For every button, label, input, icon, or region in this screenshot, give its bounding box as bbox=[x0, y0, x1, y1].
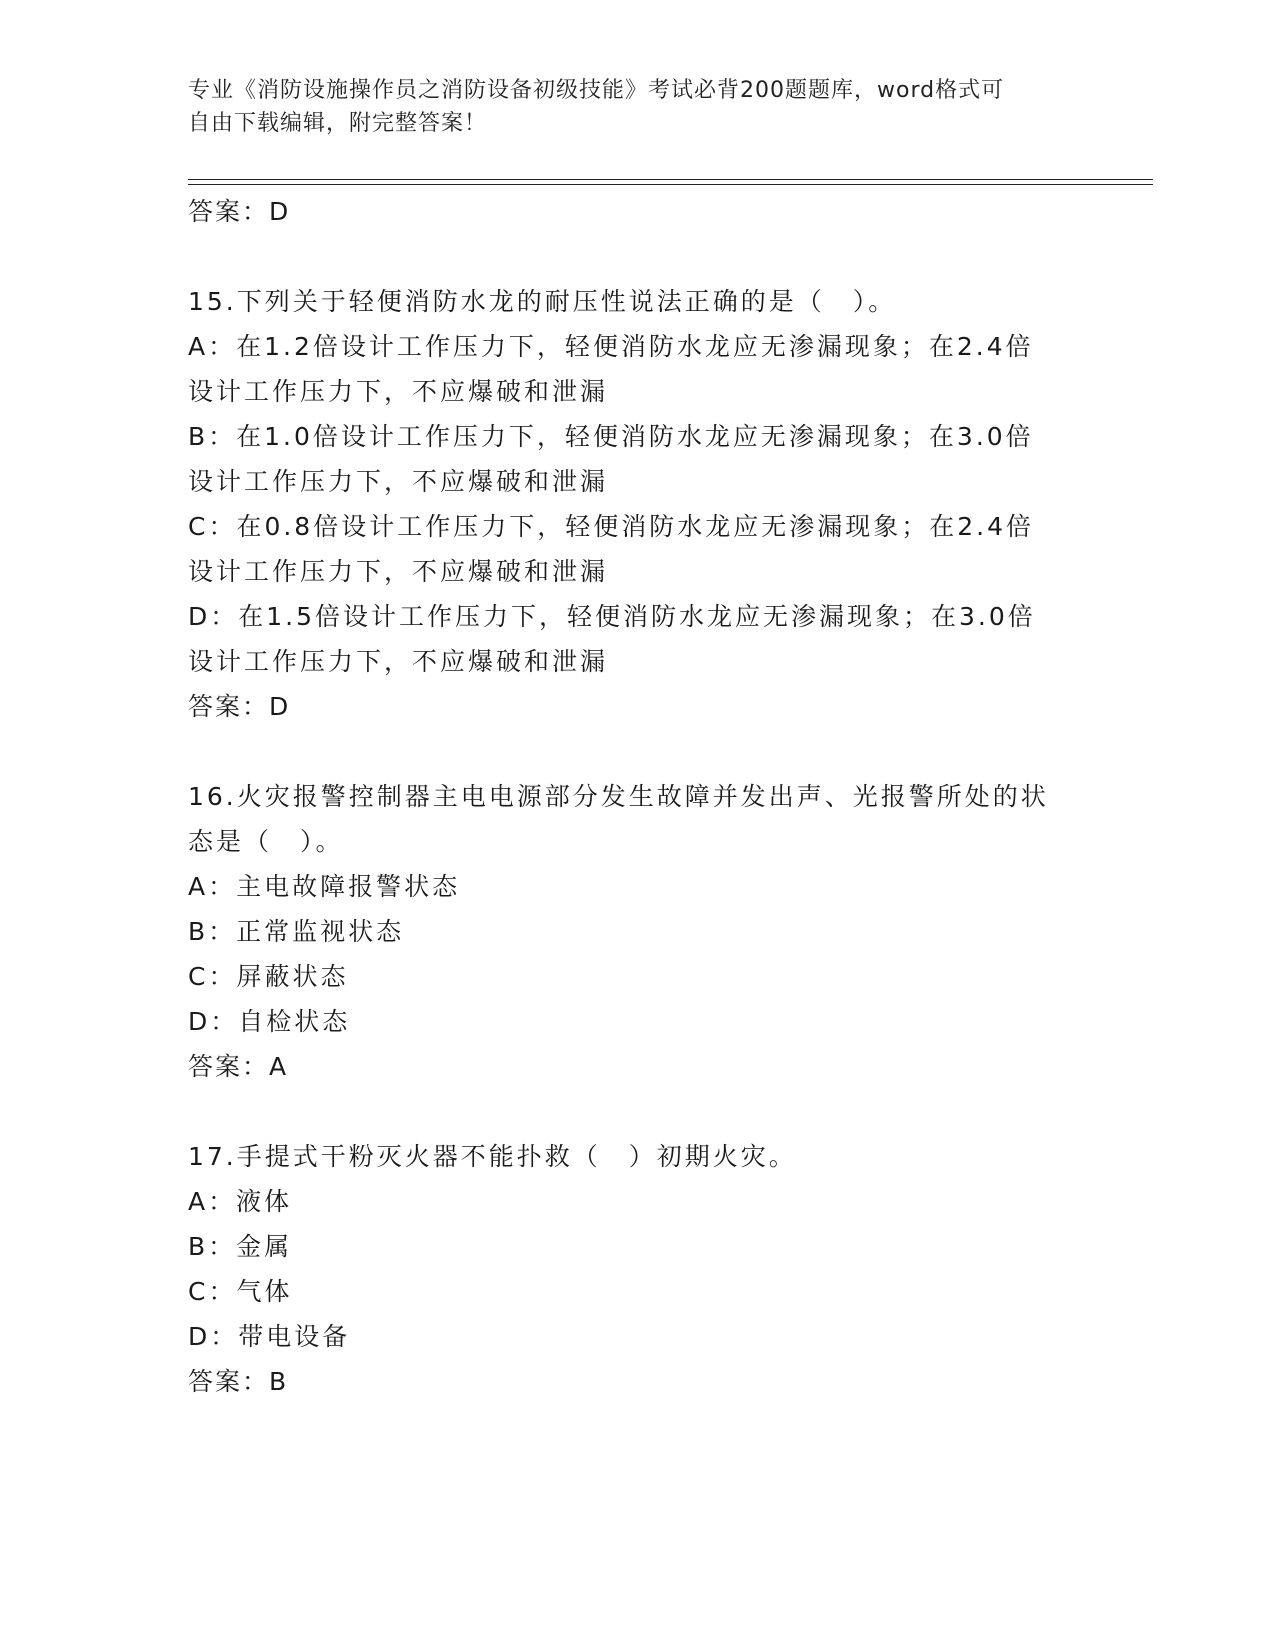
option-d: D：自检状态 bbox=[188, 1007, 351, 1036]
option-a: A：液体 bbox=[188, 1187, 293, 1216]
question-15 bbox=[188, 279, 1088, 729]
header-rule-bottom bbox=[188, 184, 1153, 185]
option-d-line-1: D：在1.5倍设计工作压力下，轻便消防水龙应无渗漏现象；在3.0倍 bbox=[188, 602, 1036, 631]
option-c: C：气体 bbox=[188, 1277, 293, 1306]
spacer bbox=[188, 234, 1088, 279]
option-a: A：主电故障报警状态 bbox=[188, 872, 461, 901]
option-b-line-2: 设计工作压力下，不应爆破和泄漏 bbox=[188, 467, 609, 496]
question-16 bbox=[188, 774, 1088, 1089]
option-c-line-1: C：在0.8倍设计工作压力下，轻便消防水龙应无渗漏现象；在2.4倍 bbox=[188, 512, 1034, 541]
question-stem: 15.下列关于轻便消防水龙的耐压性说法正确的是（ ）。 bbox=[188, 287, 897, 316]
option-b: B：金属 bbox=[188, 1232, 293, 1261]
header-line-1: 专业《消防设施操作员之消防设备初级技能》考试必背200题题库，word格式可 bbox=[188, 78, 1005, 103]
option-a-line-1: A：在1.2倍设计工作压力下，轻便消防水龙应无渗漏现象；在2.4倍 bbox=[188, 332, 1034, 361]
previous-answer: 答案：D bbox=[188, 197, 291, 226]
header-rule-top bbox=[188, 179, 1153, 180]
question-stem-line-2: 态是（ ）。 bbox=[188, 827, 344, 856]
spacer bbox=[188, 729, 1088, 774]
page-header bbox=[188, 74, 1068, 140]
question-stem-line-1: 16.火灾报警控制器主电电源部分发生故障并发出声、光报警所处的状 bbox=[188, 782, 1049, 811]
option-a-line-2: 设计工作压力下，不应爆破和泄漏 bbox=[188, 377, 609, 406]
answer: 答案：D bbox=[188, 692, 291, 721]
question-17 bbox=[188, 1134, 1088, 1404]
spacer bbox=[188, 1089, 1088, 1134]
option-d-line-2: 设计工作压力下，不应爆破和泄漏 bbox=[188, 647, 609, 676]
answer: 答案：B bbox=[188, 1367, 289, 1396]
option-d: D：带电设备 bbox=[188, 1322, 351, 1351]
header-line-2: 自由下载编辑，附完整答案！ bbox=[188, 111, 488, 136]
page-content bbox=[188, 189, 1088, 1404]
question-stem: 17.手提式干粉灭火器不能扑救（ ）初期火灾。 bbox=[188, 1142, 797, 1171]
option-b: B：正常监视状态 bbox=[188, 917, 405, 946]
option-c-line-2: 设计工作压力下，不应爆破和泄漏 bbox=[188, 557, 609, 586]
option-c: C：屏蔽状态 bbox=[188, 962, 349, 991]
answer: 答案：A bbox=[188, 1052, 289, 1081]
option-b-line-1: B：在1.0倍设计工作压力下，轻便消防水龙应无渗漏现象；在3.0倍 bbox=[188, 422, 1034, 451]
